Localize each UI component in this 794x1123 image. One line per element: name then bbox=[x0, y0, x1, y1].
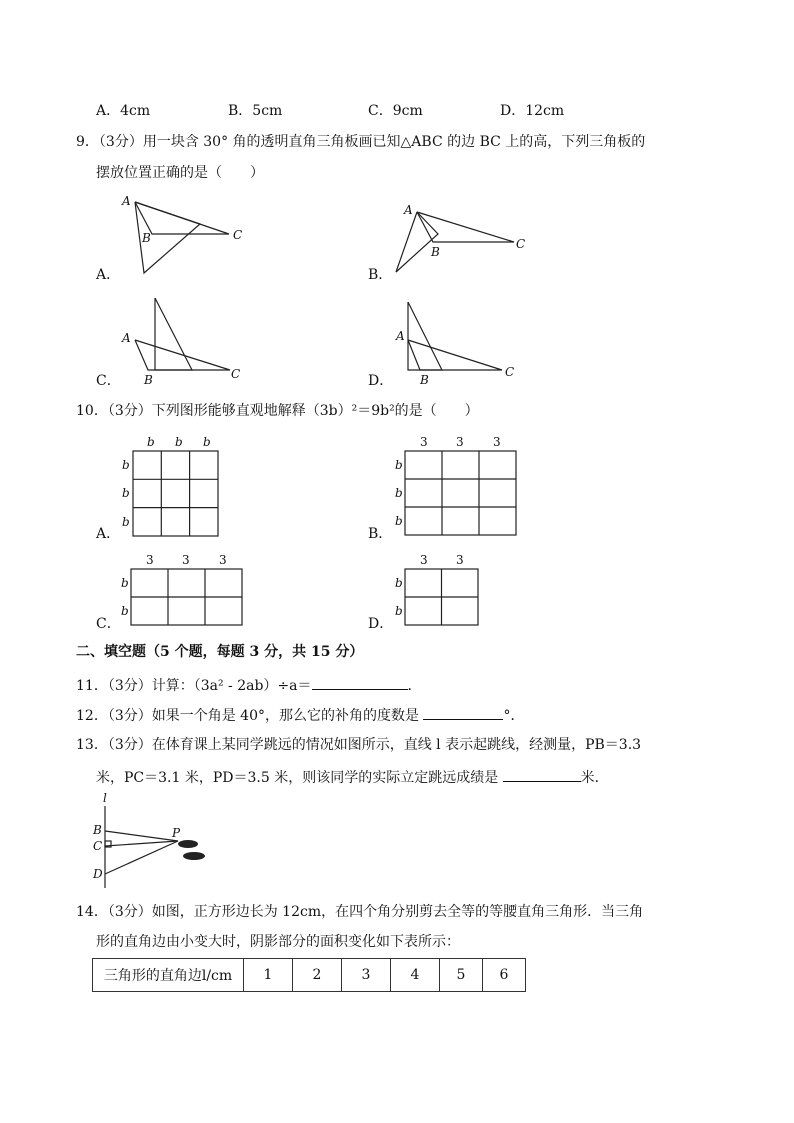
q9-stem-line1: 9．（3分）用一块含 30° 角的透明直角三角板画已知△ABC 的边 BC 上的高，下列三角板的 bbox=[76, 134, 646, 150]
q10c-top-label-2: 3 bbox=[182, 553, 190, 567]
q14-table-cell: 5 bbox=[440, 959, 483, 992]
q9-figure-a bbox=[118, 190, 258, 276]
q13-segment-pc bbox=[105, 841, 178, 846]
q10d-side-label-1: b bbox=[395, 576, 403, 590]
q9c-triangle-abc bbox=[135, 340, 230, 370]
q10a-side-label-3: b bbox=[122, 515, 130, 529]
q9b-label-c: C bbox=[516, 237, 526, 251]
q9-figure-b bbox=[390, 198, 540, 278]
q9d-label-c: C bbox=[505, 365, 515, 379]
q10b-top-label-3: 3 bbox=[493, 435, 501, 449]
q10c-side-label-2: b bbox=[121, 604, 129, 618]
q10a-top-label-3: b bbox=[203, 435, 211, 449]
q10b-side-label-1: b bbox=[395, 458, 403, 472]
q13-label-c: C bbox=[93, 839, 103, 853]
q8-option-d: D．12cm bbox=[500, 103, 565, 119]
q13-segment-pb bbox=[105, 831, 178, 841]
q13-footprint-2 bbox=[183, 852, 205, 860]
q12-answer-blank[interactable] bbox=[423, 705, 503, 720]
q10a-side-label-1: b bbox=[122, 458, 130, 472]
q13-footprint-1 bbox=[178, 840, 198, 848]
q14-table-cell: 3 bbox=[342, 959, 391, 992]
q9-stem-line2: 摆放位置正确的是（ ） bbox=[96, 165, 264, 181]
q10c-top-label-3: 3 bbox=[219, 553, 227, 567]
q8-option-b: B．5cm bbox=[228, 103, 283, 119]
q8-option-c: C．9cm bbox=[368, 103, 423, 119]
q14-table-header: 三角形的直角边l/cm bbox=[93, 959, 244, 992]
q13-label-p: P bbox=[172, 826, 181, 840]
q10-option-c-label: C． bbox=[96, 616, 121, 632]
q14-table bbox=[92, 958, 526, 992]
q10c-side-label-1: b bbox=[121, 576, 129, 590]
q10d-top-label-2: 3 bbox=[456, 553, 464, 567]
q12-text: 12．（3分）如果一个角是 40°，那么它的补角的度数是 bbox=[76, 708, 419, 724]
q9-option-c-label: C． bbox=[96, 373, 121, 389]
q10-option-b-label: B． bbox=[368, 526, 393, 542]
q10-figure-c bbox=[118, 552, 248, 628]
q14-table-cell: 2 bbox=[293, 959, 342, 992]
q9a-label-b: B bbox=[142, 231, 151, 245]
q10-figure-d bbox=[392, 552, 487, 628]
q14-stem-line1: 14．（3分）如图，正方形边长为 12cm，在四个角分别剪去全等的等腰直角三角形．当三角 bbox=[76, 904, 644, 920]
q9-option-a-label: A． bbox=[96, 267, 121, 283]
q10-figure-b bbox=[392, 434, 522, 538]
section2-title: 二、填空题（5 个题，每题 3 分，共 15 分） bbox=[76, 644, 364, 660]
q9d-triangle-abc bbox=[408, 340, 502, 370]
q10-figure-a bbox=[118, 434, 228, 538]
q9-figure-d bbox=[390, 298, 530, 386]
q9b-setsquare bbox=[396, 212, 438, 272]
q9b-label-b: B bbox=[431, 245, 440, 259]
q11-answer-blank[interactable] bbox=[312, 675, 408, 690]
q8-option-a: A．4cm bbox=[96, 103, 151, 119]
q14-stem-line2: 形的直角边由小变大时，阴影部分的面积变化如下表所示： bbox=[96, 934, 460, 950]
q13-label-d: D bbox=[93, 867, 103, 881]
q10c-top-label-1: 3 bbox=[146, 553, 154, 567]
q11 bbox=[76, 675, 422, 695]
q13-segment-pd bbox=[105, 841, 178, 874]
q10a-top-label-2: b bbox=[175, 435, 183, 449]
q10a-grid-outline bbox=[133, 451, 218, 536]
q10b-grid-outline bbox=[405, 451, 516, 535]
q9d-setsquare bbox=[408, 302, 442, 370]
q10-option-d-label: D． bbox=[368, 616, 394, 632]
q13-figure bbox=[88, 792, 218, 892]
q10a-top-label-1: b bbox=[147, 435, 155, 449]
q12-end: °． bbox=[503, 708, 525, 724]
q10-stem: 10．（3分）下列图形能够直观地解释（3b）²＝9b²的是（ ） bbox=[76, 403, 479, 419]
q12 bbox=[76, 705, 524, 725]
q13-answer-blank[interactable] bbox=[503, 767, 581, 782]
q9b-label-a: A bbox=[404, 203, 413, 217]
q9-option-b-label: B． bbox=[368, 267, 393, 283]
q9d-label-a: A bbox=[396, 329, 405, 343]
table-row bbox=[93, 959, 526, 992]
q9c-label-b: B bbox=[144, 373, 153, 387]
q9d-label-b: B bbox=[420, 373, 429, 387]
q13-label-b: B bbox=[93, 823, 102, 837]
q10b-top-label-2: 3 bbox=[456, 435, 464, 449]
q10-option-a-label: A． bbox=[96, 526, 121, 542]
q10b-side-label-2: b bbox=[395, 486, 403, 500]
q10d-top-label-1: 3 bbox=[420, 553, 428, 567]
q11-end: ． bbox=[407, 678, 422, 694]
q14-table-cell: 4 bbox=[391, 959, 440, 992]
q10d-side-label-2: b bbox=[395, 604, 403, 618]
q9c-label-c: C bbox=[231, 367, 241, 381]
q13-stem-line1: 13．（3分）在体育课上某同学跳远的情况如图所示，直线 l 表示起跳线，经测量，PB＝3.3 bbox=[76, 737, 642, 753]
q14-table-cell: 6 bbox=[483, 959, 526, 992]
q9a-label-a: A bbox=[122, 194, 131, 208]
q11-text: 11．（3分）计算：（3a² - 2ab）÷a＝ bbox=[76, 678, 312, 694]
q13-label-l: l bbox=[103, 791, 107, 805]
q10b-top-label-1: 3 bbox=[420, 435, 428, 449]
q10a-side-label-2: b bbox=[122, 486, 130, 500]
q9c-label-a: A bbox=[122, 331, 131, 345]
q9c-setsquare bbox=[155, 298, 192, 370]
q10b-side-label-3: b bbox=[395, 514, 403, 528]
q14-table-cell: 1 bbox=[244, 959, 293, 992]
q9-option-d-label: D． bbox=[368, 373, 394, 389]
q13-end: 米． bbox=[580, 770, 609, 786]
q13-text: 米，PC＝3.1 米，PD＝3.5 米，则该同学的实际立定跳远成绩是 bbox=[96, 770, 499, 786]
q9-figure-c bbox=[118, 292, 258, 387]
q9a-label-c: C bbox=[233, 228, 243, 242]
q13-stem-line2 bbox=[96, 767, 609, 787]
